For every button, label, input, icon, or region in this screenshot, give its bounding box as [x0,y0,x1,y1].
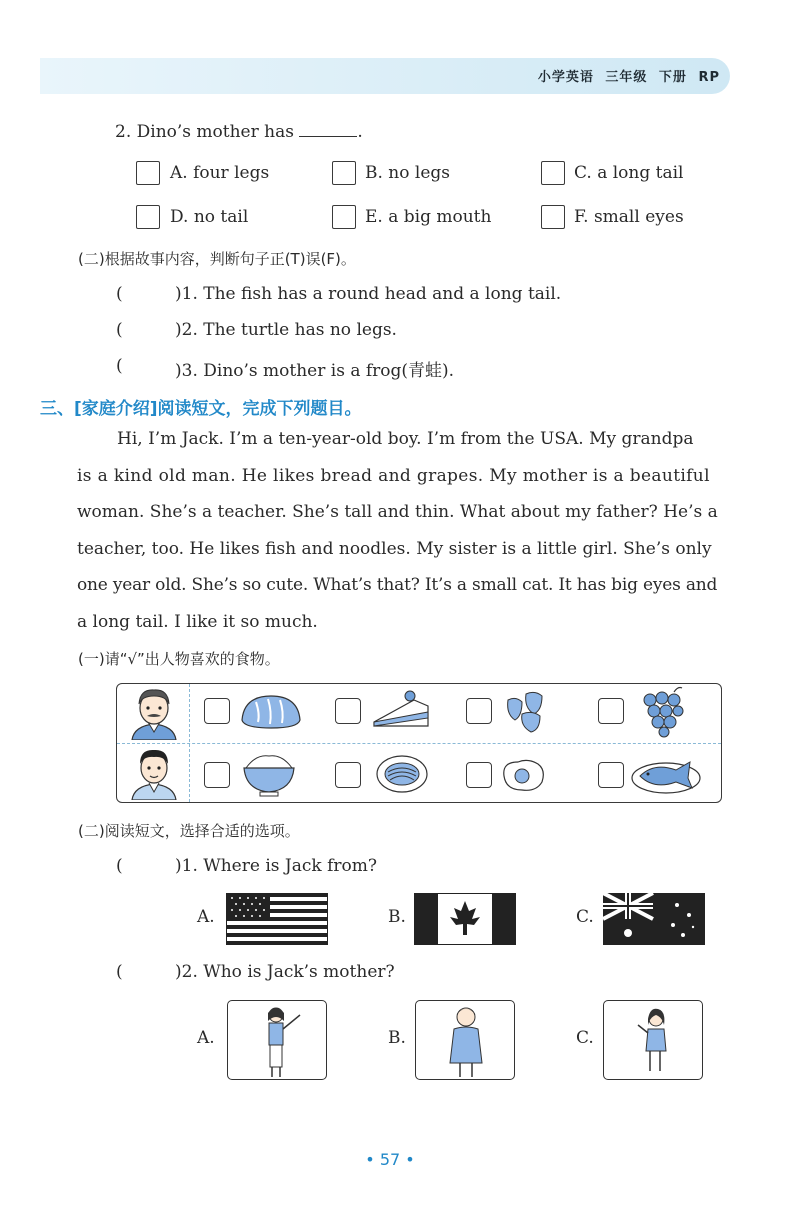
father-fish-checkbox[interactable] [598,762,624,788]
grandpa-cake-checkbox[interactable] [335,698,361,724]
passage-line-3: woman. She’s a teacher. She’s tall and thin. What about my father? He’s a [77,502,718,522]
q2-option-a-label: A. [197,1028,215,1048]
passage-line-6: a long tail. I like it so much. [77,611,318,632]
father-rice-checkbox[interactable] [204,762,230,788]
section-3-title: 三、[家庭介绍]阅读短文，完成下列题目。 [40,399,362,419]
tf-item-1: )1. The fish has a round head and a long tail. [175,284,562,304]
q2-option-c-label: C. [576,1028,594,1048]
question-2-text: 2. Dino’s mother has [115,122,294,142]
option-c-label: C. a long tail [574,163,684,183]
choice-q2-paren[interactable]: ( [116,962,123,982]
header-subject: 小学英语 [537,70,594,85]
canada-flag-icon[interactable] [414,893,516,945]
tf-item-1-paren[interactable]: ( [116,284,123,304]
option-c-checkbox[interactable] [541,161,565,185]
grandpa-bread-checkbox[interactable] [204,698,230,724]
fish-dish-icon [630,752,702,796]
reading-passage [77,421,737,640]
cake-icon [370,686,432,734]
option-d-label: D. no tail [170,207,249,227]
choice-section-title: (二)阅读短文，选择合适的选项。 [78,822,300,840]
page-number: • 57 • [365,1150,415,1169]
q2-option-a-frame[interactable] [227,1000,327,1080]
header-volume: 下册 [658,70,687,85]
rice-bowl-icon [240,750,298,798]
question-2-period: . [357,122,363,142]
tf-item-3-paren[interactable]: ( [116,356,123,376]
tf-section-title: (二)根据故事内容，判断句子正(T)误(F)。 [78,250,356,268]
option-f-checkbox[interactable] [541,205,565,229]
bread-icon [238,690,304,732]
option-e-label: E. a big mouth [365,207,492,227]
option-b-checkbox[interactable] [332,161,356,185]
usa-flag-icon[interactable] [226,893,328,945]
food-section-title: (一)请“√”出人物喜欢的食物。 [78,650,280,668]
header-grade: 三年级 [605,70,648,85]
passage-line-1: Hi, I’m Jack. I’m a ten-year-old boy. I’m from the USA. My grandpa [117,429,694,449]
teacher-woman-icon [228,1001,328,1081]
strawberries-icon [502,686,552,734]
woman-icon [416,1001,516,1081]
q1-option-a-label: A. [197,907,215,927]
father-noodles-checkbox[interactable] [335,762,361,788]
girl-teacher-icon [604,1001,704,1081]
book-header [538,66,720,85]
q1-option-c-label: C. [576,907,594,927]
option-d-checkbox[interactable] [136,205,160,229]
tf-item-3: )3. Dino’s mother is a frog(青蛙). [175,361,455,381]
option-a-label: A. four legs [170,163,270,183]
tf-item-2: )2. The turtle has no legs. [175,320,397,340]
father-egg-checkbox[interactable] [466,762,492,788]
q2-option-b-label: B. [388,1028,406,1048]
option-e-checkbox[interactable] [332,205,356,229]
answer-blank[interactable] [299,122,357,137]
choice-q1-text: )1. Where is Jack from? [175,856,377,876]
passage-line-2: is a kind old man. He likes bread and grapes. My mother is a beautiful [77,465,710,486]
passage-line-5: one year old. She’s so cute. What’s that? It’s a small cat. It has big eyes and [77,575,718,595]
father-avatar [126,744,182,800]
noodles-icon [374,752,430,800]
q2-option-b-frame[interactable] [415,1000,515,1080]
header-edition: RP [698,70,720,85]
fried-egg-icon [498,756,548,796]
australia-flag-icon[interactable] [603,893,705,945]
grandpa-grapes-checkbox[interactable] [598,698,624,724]
option-b-label: B. no legs [365,163,450,183]
option-a-checkbox[interactable] [136,161,160,185]
q1-option-b-label: B. [388,907,406,927]
choice-q2-text: )2. Who is Jack’s mother? [175,962,395,982]
choice-q1-paren[interactable]: ( [116,856,123,876]
tf-item-2-paren[interactable]: ( [116,320,123,340]
grandpa-avatar [126,686,182,740]
option-f-label: F. small eyes [574,207,684,227]
grandpa-strawberries-checkbox[interactable] [466,698,492,724]
q2-option-c-frame[interactable] [603,1000,703,1080]
grapes-icon [636,684,690,738]
question-2 [115,122,363,142]
passage-line-4: teacher, too. He likes fish and noodles. My sister is a little girl. She’s only [77,538,712,559]
